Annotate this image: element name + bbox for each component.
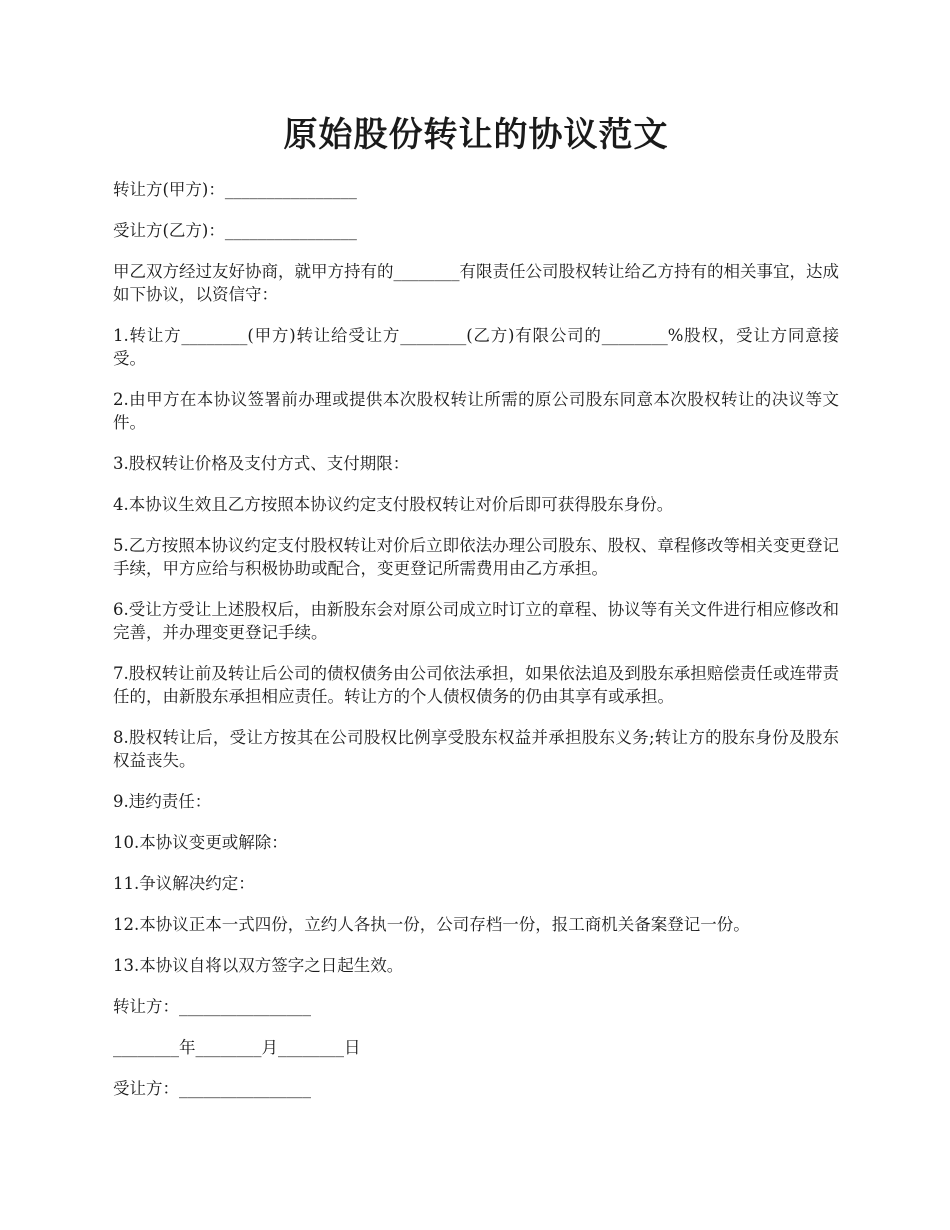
clause-10: 10.本协议变更或解除： [113,833,288,852]
signature-date: ________年________月________日 [113,1038,361,1057]
preamble-paragraph: 甲乙双方经过友好协商，就甲方持有的________有限责任公司股权转让给乙方持有的相关事宜，达成如下协议，以资信守： [113,262,839,304]
clause-3: 3.股权转让价格及支付方式、支付期限： [113,454,410,473]
clause-11: 11.争议解决约定： [113,874,255,893]
clause-1: 1.转让方________(甲方)转让给受让方________(乙方)有限公司的________%股权，受让方同意接受。 [113,326,839,368]
clause-2: 2.由甲方在本协议签署前办理或提供本次股权转让所需的原公司股东同意本次股权转让的决议等文件。 [113,390,839,432]
clause-6: 6.受让方受让上述股权后，由新股东会对原公司成立时订立的章程、协议等有关文件进行相应修改和完善，并办理变更登记手续。 [113,600,839,642]
clause-5: 5.乙方按照本协议约定支付股权转让对价后立即依法办理公司股东、股权、章程修改等相关变更登记手续，甲方应给与积极协助或配合，变更登记所需费用由乙方承担。 [113,536,839,578]
clause-9: 9.违约责任： [113,792,212,811]
signature-transferee: 受让方：________________ [113,1079,311,1098]
clause-7: 7.股权转让前及转让后公司的债权债务由公司依法承担，如果依法追及到股东承担赔偿责任或连带责任的，由新股东承担相应责任。转让方的个人债权债务的仍由其享有或承担。 [113,664,839,706]
document-title: 原始股份转让的协议范文 [283,115,669,155]
document-body [113,178,839,1118]
clause-8: 8.股权转让后，受让方按其在公司股权比例享受股东权益并承担股东义务;转让方的股东身份及股东权益丧失。 [113,728,839,770]
transferor-line: 转让方(甲方)：________________ [113,180,357,199]
clause-4: 4.本协议生效且乙方按照本协议约定支付股权转让对价后即可获得股东身份。 [113,495,674,514]
clause-12: 12.本协议正本一式四份，立约人各执一份，公司存档一份，报工商机关备案登记一份。 [113,915,750,934]
clause-13: 13.本协议自将以双方签字之日起生效。 [113,956,404,975]
signature-transferor: 转让方：________________ [113,997,311,1016]
transferee-line: 受让方(乙方)：________________ [113,221,357,240]
